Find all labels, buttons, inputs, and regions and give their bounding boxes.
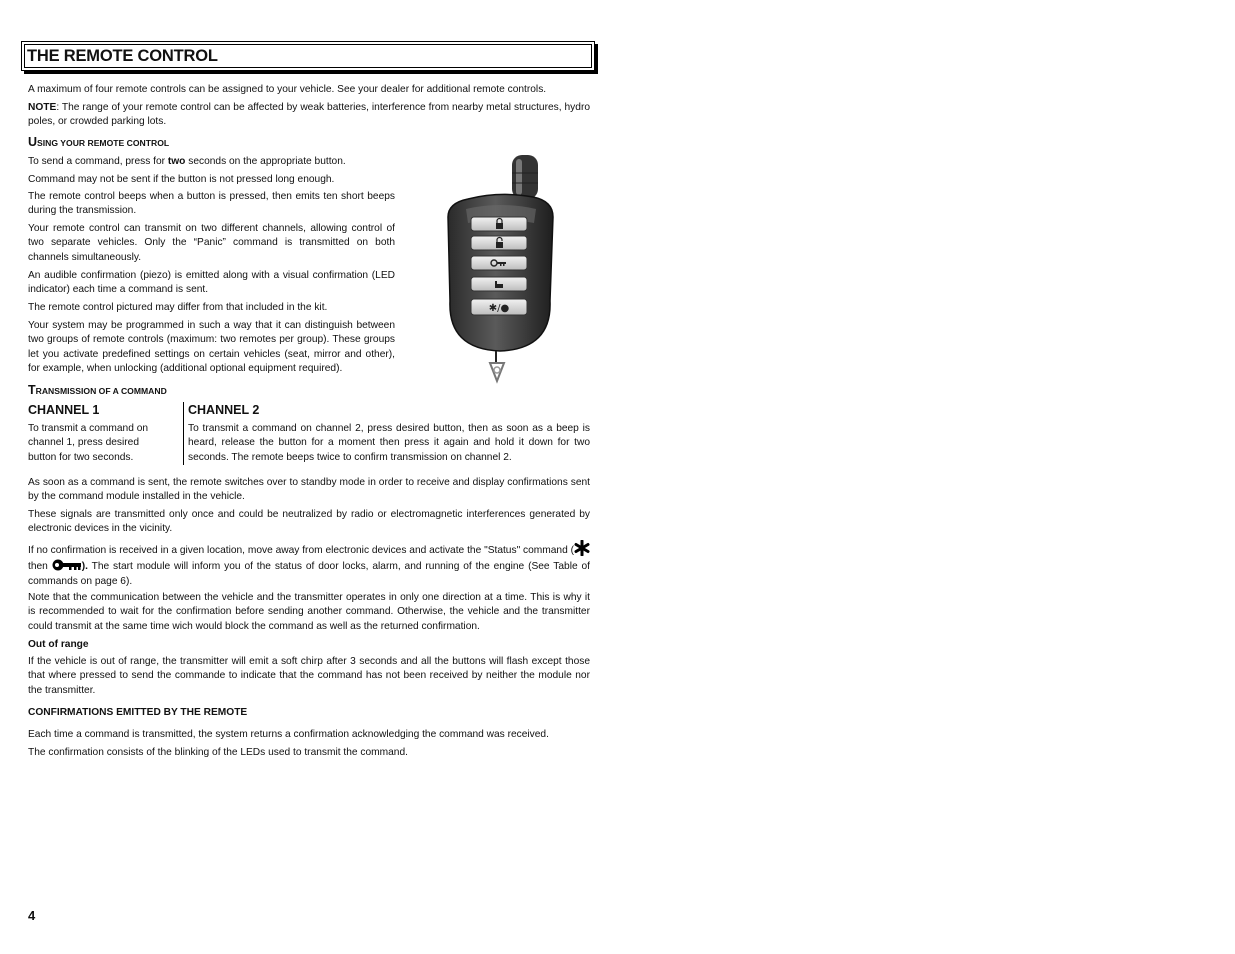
intro-note: [28, 101, 590, 130]
using-p7: Your system may be programmed in such a way that it can distinguish between two groups of remote controls (maximum: two remotes per group). These groups let you activate predefined settings on certain vehicles (seat, mirror and other), for example, when unlocking (additional optional equipment required).: [28, 320, 395, 374]
using-p1-bold: two: [167, 156, 186, 167]
body-p4: Note that the communication between the vehicle and the transmitter operates in only one direction at a time. This is why it is recommended to wait for the confirmation before sending another command. Otherwise, the vehicle and the transmitter could transmit at the same time wich would block the command as well as the returned confirmation.: [28, 592, 590, 632]
note-text: : The range of your remote control can be affected by weak batteries, interference from nearby metal structures, hydro poles, or crowded parking lots.: [28, 102, 590, 128]
body-p3-then: then: [28, 561, 52, 573]
channel2-text: To transmit a command on channel 2, press desired button, then as soon as a beep is heard, release the button for a moment then press it again and hold it down for two seconds. The remote beeps twice to confirm transmission on channel 2.: [188, 423, 590, 463]
using-heading-rest: SING YOUR REMOTE CONTROL: [37, 138, 170, 148]
using-p3: The remote control beeps when a button is pressed, then emits ten short beeps during the transmission.: [28, 191, 395, 217]
channel1-text: To transmit a command on channel 1, press desired button for two seconds.: [28, 423, 149, 463]
confirmations-heading: CONFIRMATIONS EMITTED BY THE REMOTE: [28, 707, 248, 718]
using-heading: [28, 135, 169, 150]
confirmations-p1: Each time a command is transmitted, the system returns a confirmation acknowledging the command was received.: [28, 729, 549, 740]
body-p3-b: The start module will inform you of the status of door locks, alarm, and running of the engine (See Table of commands on page 6).: [28, 561, 590, 587]
body-p3-a: If no confirmation is received in a given location, move away from electronic devices and activate the "Status" command (: [28, 545, 574, 556]
using-p6: The remote control pictured may differ from that included in the kit.: [28, 302, 328, 313]
using-p5: An audible confirmation (piezo) is emitted along with a visual confirmation (LED indicator) each time a command is sent.: [28, 270, 395, 296]
using-p1-after: seconds on the appropriate button.: [185, 156, 346, 167]
channel-divider: [183, 402, 184, 465]
body-p3: [28, 540, 590, 589]
intro-max-remotes: A maximum of four remote controls can be assigned to your vehicle. See your dealer for additional remote controls.: [28, 84, 547, 95]
note-label: NOTE: [28, 102, 57, 113]
channel1-heading: CHANNEL 1: [28, 403, 100, 417]
confirmations-p2: The confirmation consists of the blinking of the LEDs used to transmit the command.: [28, 747, 408, 758]
channel2-heading: CHANNEL 2: [188, 403, 260, 417]
using-p1: [28, 155, 395, 169]
out-of-range-heading: Out of range: [28, 639, 89, 650]
page-title: THE REMOTE CONTROL: [27, 47, 218, 65]
transmission-heading: [28, 383, 167, 398]
page-title-box: [21, 41, 595, 71]
body-p1: As soon as a command is sent, the remote switches over to standby mode in order to receive and display confirmations sent by the command module installed in the vehicle.: [28, 477, 590, 503]
out-of-range-text: If the vehicle is out of range, the transmitter will emit a soft chirp after 3 seconds and all the buttons will flash except those that where pressed to send the commande to indicate that the command has not been received by neither the module nor the transmitter.: [28, 656, 590, 696]
asterisk-icon: [574, 540, 590, 556]
key-icon: [52, 558, 82, 572]
transmission-heading-cap: T: [28, 383, 36, 397]
body-p3-close: ).: [81, 561, 88, 573]
using-p2: Command may not be sent if the button is not pressed long enough.: [28, 174, 335, 185]
aux-icon: ✱/●: [488, 303, 510, 314]
using-p1-before: To send a command, press for: [28, 156, 168, 167]
transmission-heading-rest: RANSMISSION OF A COMMAND: [35, 386, 167, 396]
using-p4: Your remote control can transmit on two different channels, allowing control of two separate vehicles. Only the “Panic” command is transmitted on both channels simultaneously.: [28, 223, 395, 263]
remote-control-image: [438, 151, 558, 387]
antenna: [512, 155, 538, 199]
page-number: 4: [28, 908, 36, 923]
lanyard-loop: [490, 363, 504, 381]
body-p2: These signals are transmitted only once and could be neutralized by radio or electromagnetic interferences generated by electronic devices in the vicinity.: [28, 509, 590, 535]
using-heading-cap: U: [28, 135, 38, 149]
